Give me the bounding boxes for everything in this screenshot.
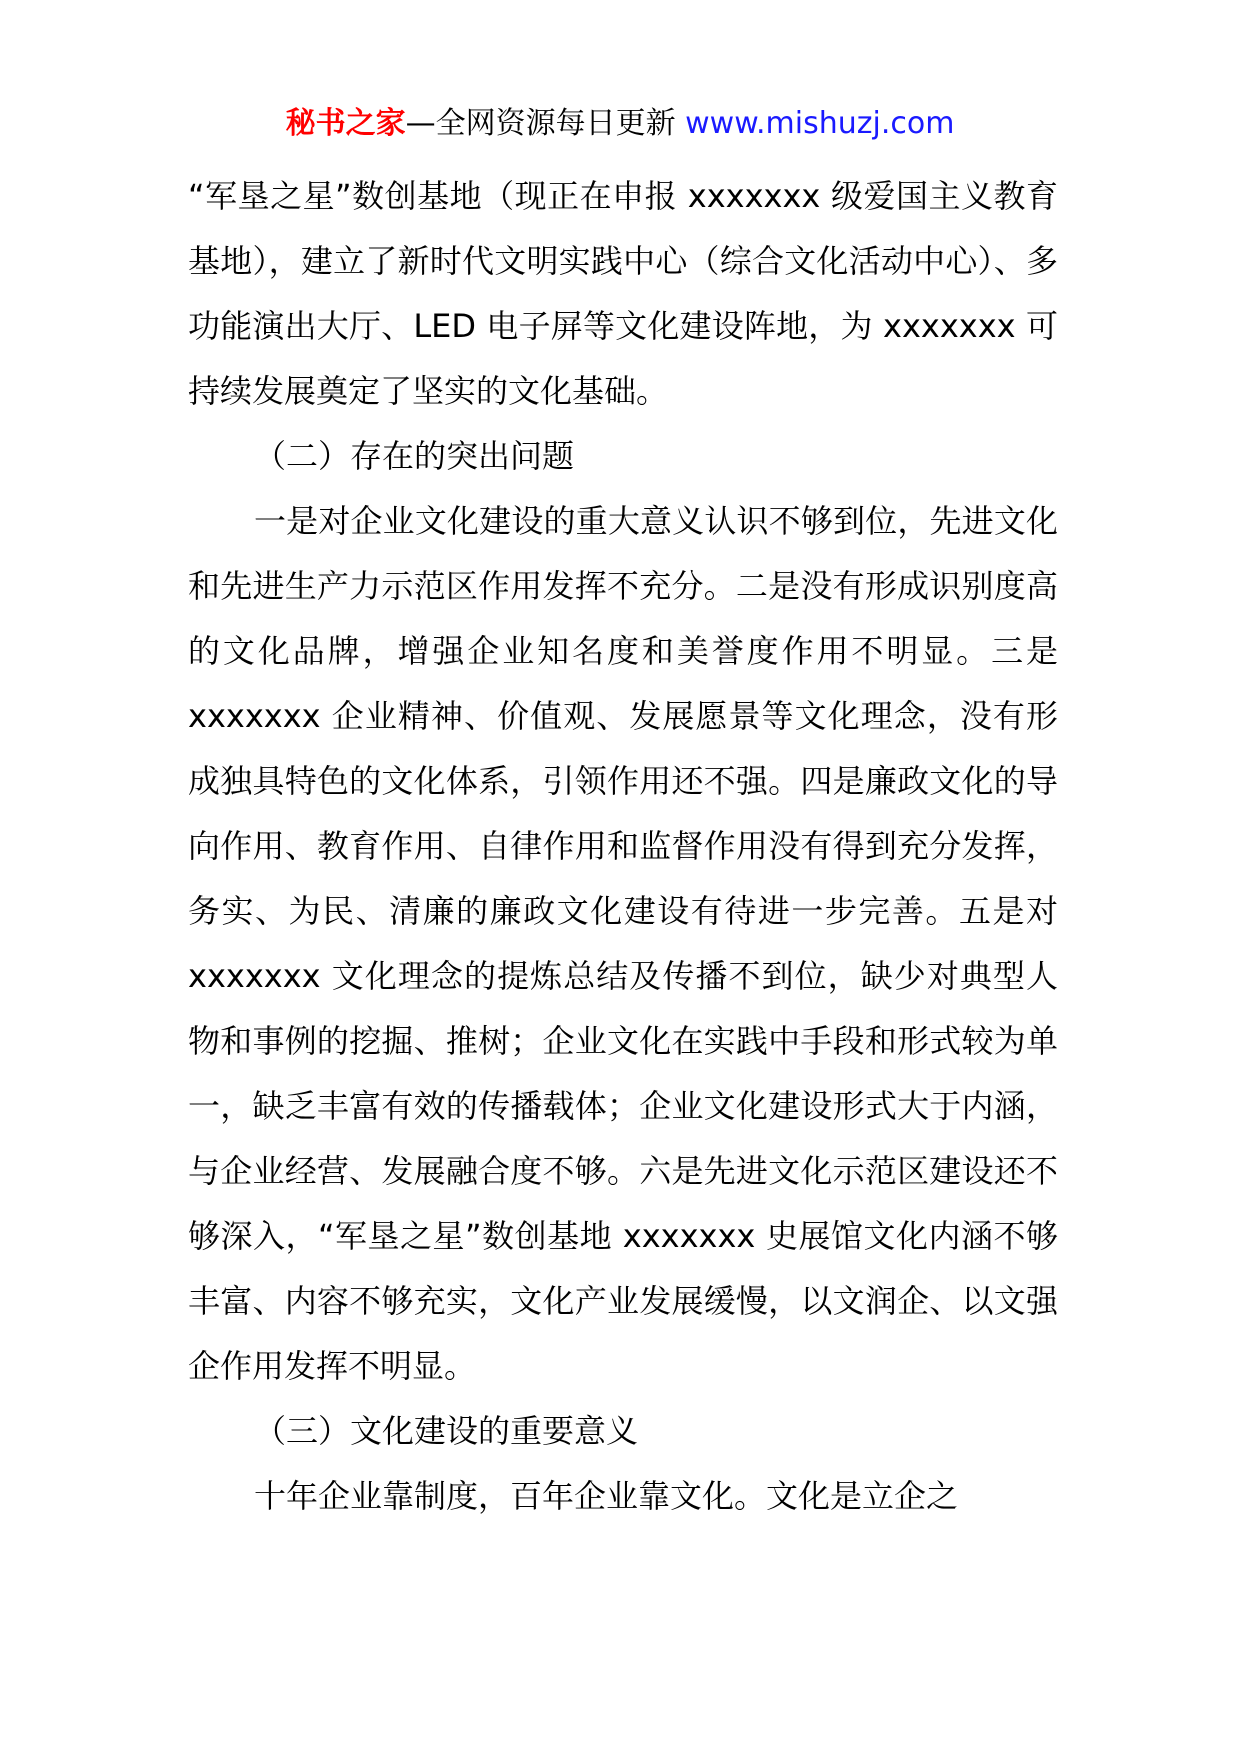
header-brand: 秘书之家	[285, 106, 406, 141]
section-heading-significance: （三）文化建设的重要意义	[254, 1412, 639, 1450]
header-url-link[interactable]: www.mishuzj.com	[685, 106, 955, 141]
header-tagline: —全网资源每日更新	[405, 106, 676, 141]
paragraph-problems: 一是对企业文化建设的重大意义认识不够到位，先进文化和先进生产力示范区作用发挥不充分。二是没有形成识别度高的文化品牌，增强企业知名度和美誉度作用不明显。三是 xxxxxxx 企业精神、价值观、发展愿景等文化理念，没有形成独具特色的文化体系，引领作用还不强。四是廉政文化的导向作用、教育作用、自律作用和监督作用没有得到充分发挥，务实、为民、清廉的廉政文化建设有待进一步完善。五是对 xxxxxxx 文化理念的提炼总结及传播不到位，缺少对典型人物和事例的挖掘、推树；企业文化在实践中手段和形式较为单一，缺乏丰富有效的传播载体；企业文化建设形式大于内涵，与企业经营、发展融合度不够。六是先进文化示范区建设还不够深入，“军垦之星”数创基地 xxxxxxx 史展馆文化内涵不够丰富、内容不够充实，文化产业发展缓慢，以文润企、以文强企作用发挥不明显。	[188, 502, 1058, 1385]
section-heading-problems: （二）存在的突出问题	[254, 437, 575, 475]
paragraph-continuation: “军垦之星”数创基地（现正在申报 xxxxxxx 级爱国主义教育基地），建立了新时代文明实践中心（综合文化活动中心）、多功能演出大厅、LED 电子屏等文化建设阵地，为 xxxxxxx 可持续发展奠定了坚实的文化基础。	[188, 177, 1058, 410]
paragraph-significance: 十年企业靠制度，百年企业靠文化。文化是立企之	[254, 1477, 959, 1515]
page-header	[0, 102, 1240, 146]
document-body	[188, 164, 1058, 1529]
